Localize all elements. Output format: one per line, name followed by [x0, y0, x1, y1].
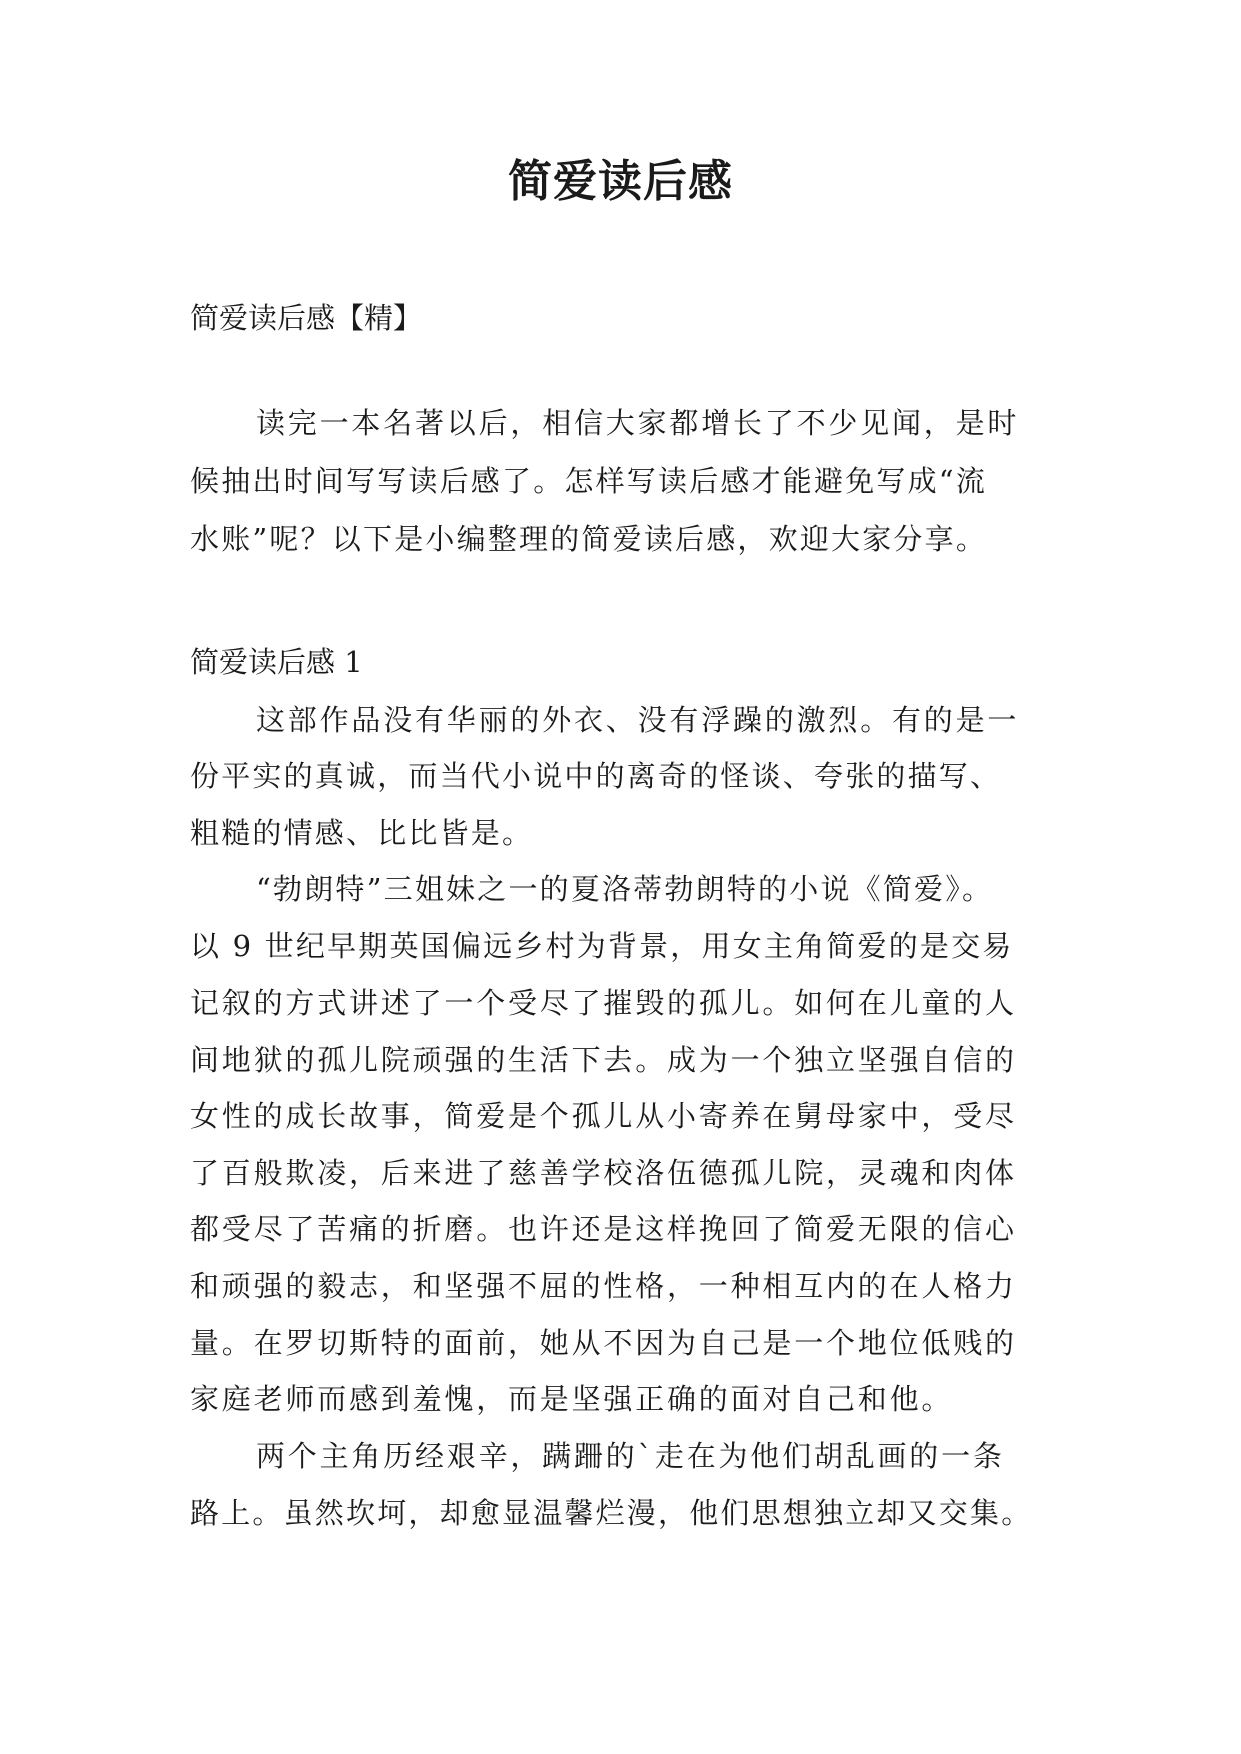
- body-line: 这部作品没有华丽的外衣、没有浮躁的激烈。有的是一: [256, 703, 1020, 737]
- body-line: 两个主角历经艰辛，蹒跚的`走在为他们胡乱画的一条: [256, 1439, 1005, 1473]
- intro-line: 读完一本名著以后，相信大家都增长了不少见闻，是时: [256, 406, 1020, 440]
- body-line: 间地狱的孤儿院顽强的生活下去。成为一个独立坚强自信的: [190, 1043, 1017, 1077]
- body-line: 都受尽了苦痛的折磨。也许还是这样挽回了简爱无限的信心: [190, 1212, 1017, 1246]
- intro-line: 候抽出时间写写读后感了。怎样写读后感才能避免写成“流: [190, 464, 988, 498]
- body-line: 以 9 世纪早期英国偏远乡村为背景，用女主角简爱的是交易: [190, 929, 1014, 963]
- body-line: 粗糙的情感、比比皆是。: [190, 816, 534, 850]
- body-line: 记叙的方式讲述了一个受尽了摧毁的孤儿。如何在儿童的人: [190, 986, 1017, 1020]
- intro-line: 水账”呢？以下是小编整理的简爱读后感，欢迎大家分享。: [190, 522, 988, 556]
- body-line: 和顽强的毅志，和坚强不屈的性格，一种相互内的在人格力: [190, 1269, 1017, 1303]
- document-title: 简爱读后感: [508, 156, 733, 207]
- section-heading: 简爱读后感 1: [190, 645, 363, 679]
- body-line: 路上。虽然坎坷，却愈显温馨烂漫，他们思想独立却又交集。: [190, 1496, 1033, 1530]
- body-line: 份平实的真诚，而当代小说中的离奇的怪谈、夸张的描写、: [190, 759, 1002, 793]
- body-line: 家庭老师而感到羞愧，而是坚强正确的面对自己和他。: [190, 1382, 954, 1416]
- body-line: 了百般欺凌，后来进了慈善学校洛伍德孤儿院，灵魂和肉体: [190, 1156, 1017, 1190]
- body-line: 女性的成长故事，简爱是个孤儿从小寄养在舅母家中，受尽: [190, 1099, 1017, 1133]
- document-subtitle: 简爱读后感【精】: [190, 301, 423, 335]
- body-line: 量。在罗切斯特的面前，她从不因为自己是一个地位低贱的: [190, 1326, 1017, 1360]
- body-line: “勃朗特”三姐妹之一的夏洛蒂勃朗特的小说《简爱》。: [256, 872, 994, 906]
